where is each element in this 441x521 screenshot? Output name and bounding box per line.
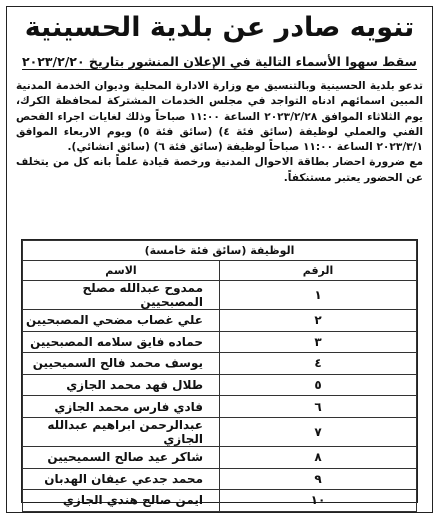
table-row — [23, 396, 417, 418]
row-name: ممدوح عبدالله مصلح المصبحيين — [23, 281, 220, 310]
row-number: ٧ — [220, 417, 417, 446]
row-number: ٨ — [220, 446, 417, 468]
table-row — [23, 490, 417, 512]
table-row — [23, 310, 417, 332]
row-number: ١ — [220, 281, 417, 310]
row-number: ٥ — [220, 374, 417, 396]
job-title-cell: الوظيفة (سائق فئة خامسة) — [23, 241, 417, 261]
row-name: علي غصاب مضحي المصبحيين — [23, 310, 220, 332]
notice-title: تنويه صادر عن بلدية الحسينية — [24, 12, 415, 43]
table-row — [23, 374, 417, 396]
row-number: ٦ — [220, 396, 417, 418]
row-name: حماده فايق سلامه المصبحيين — [23, 331, 220, 353]
table-row — [23, 331, 417, 353]
row-number: ١٠ — [220, 490, 417, 512]
row-number: ٤ — [220, 353, 417, 375]
notice-paragraph-2: مع ضرورة احضار بطاقة الاحوال المدنية ورخصة قيادة علماً بانه كل من يتخلف عن الحضور يعتبر مستنكفاً. — [16, 156, 423, 184]
table-row — [23, 281, 417, 310]
row-name: محمد جدعي عيفان الهدبان — [23, 468, 220, 490]
notice-subtitle: سقط سهوا الأسماء التالية في الإعلان المنشور بتاريخ ٢٠٢٣/٢/٢٠ — [22, 54, 417, 69]
row-name: فادي فارس محمد الجازي — [23, 396, 220, 418]
notice-page — [6, 6, 433, 513]
row-name: ايمن صالح هندي الجازي — [23, 490, 220, 512]
names-table — [21, 239, 418, 508]
row-name: عبدالرحمن ابراهيم عبدالله الجازي — [23, 417, 220, 446]
row-number: ٢ — [220, 310, 417, 332]
table-row — [23, 468, 417, 490]
row-number: ٩ — [220, 468, 417, 490]
column-header-name: الاسم — [23, 261, 220, 281]
notice-paragraph-1: تدعو بلدية الحسينية وبالتنسيق مع وزارة الادارة المحلية وديوان الخدمة المدنية المبين اسمائهم ادناه التواجد في مجلس الخدمات المشتركة لمحافظة الكرك، يوم الثلاثاء الموافق ٢٠٢٣/٢/٢٨ الساعة ١١:٠٠ صباحاً وذلك لغايات اجراء الفحص الفني والعملي لوظيفة (سائق فئة ٤) (سائق فئة ٥) ويوم الاربعاء الموافق ٢٠٢٣/٣/١ الساعة ١١:٠٠ صباحاً لوظيفة (سائق فئة ٦) (سائق انشائي). — [16, 80, 423, 154]
notice-body — [16, 79, 423, 186]
row-name: طلال فهد محمد الجازي — [23, 374, 220, 396]
row-name: يوسف محمد فالح السميحيين — [23, 353, 220, 375]
table-row — [23, 417, 417, 446]
row-name: شاكر عيد صالح السميحيين — [23, 446, 220, 468]
table-row — [23, 446, 417, 468]
column-header-number: الرقم — [220, 261, 417, 281]
table-row — [23, 353, 417, 375]
row-number: ٣ — [220, 331, 417, 353]
